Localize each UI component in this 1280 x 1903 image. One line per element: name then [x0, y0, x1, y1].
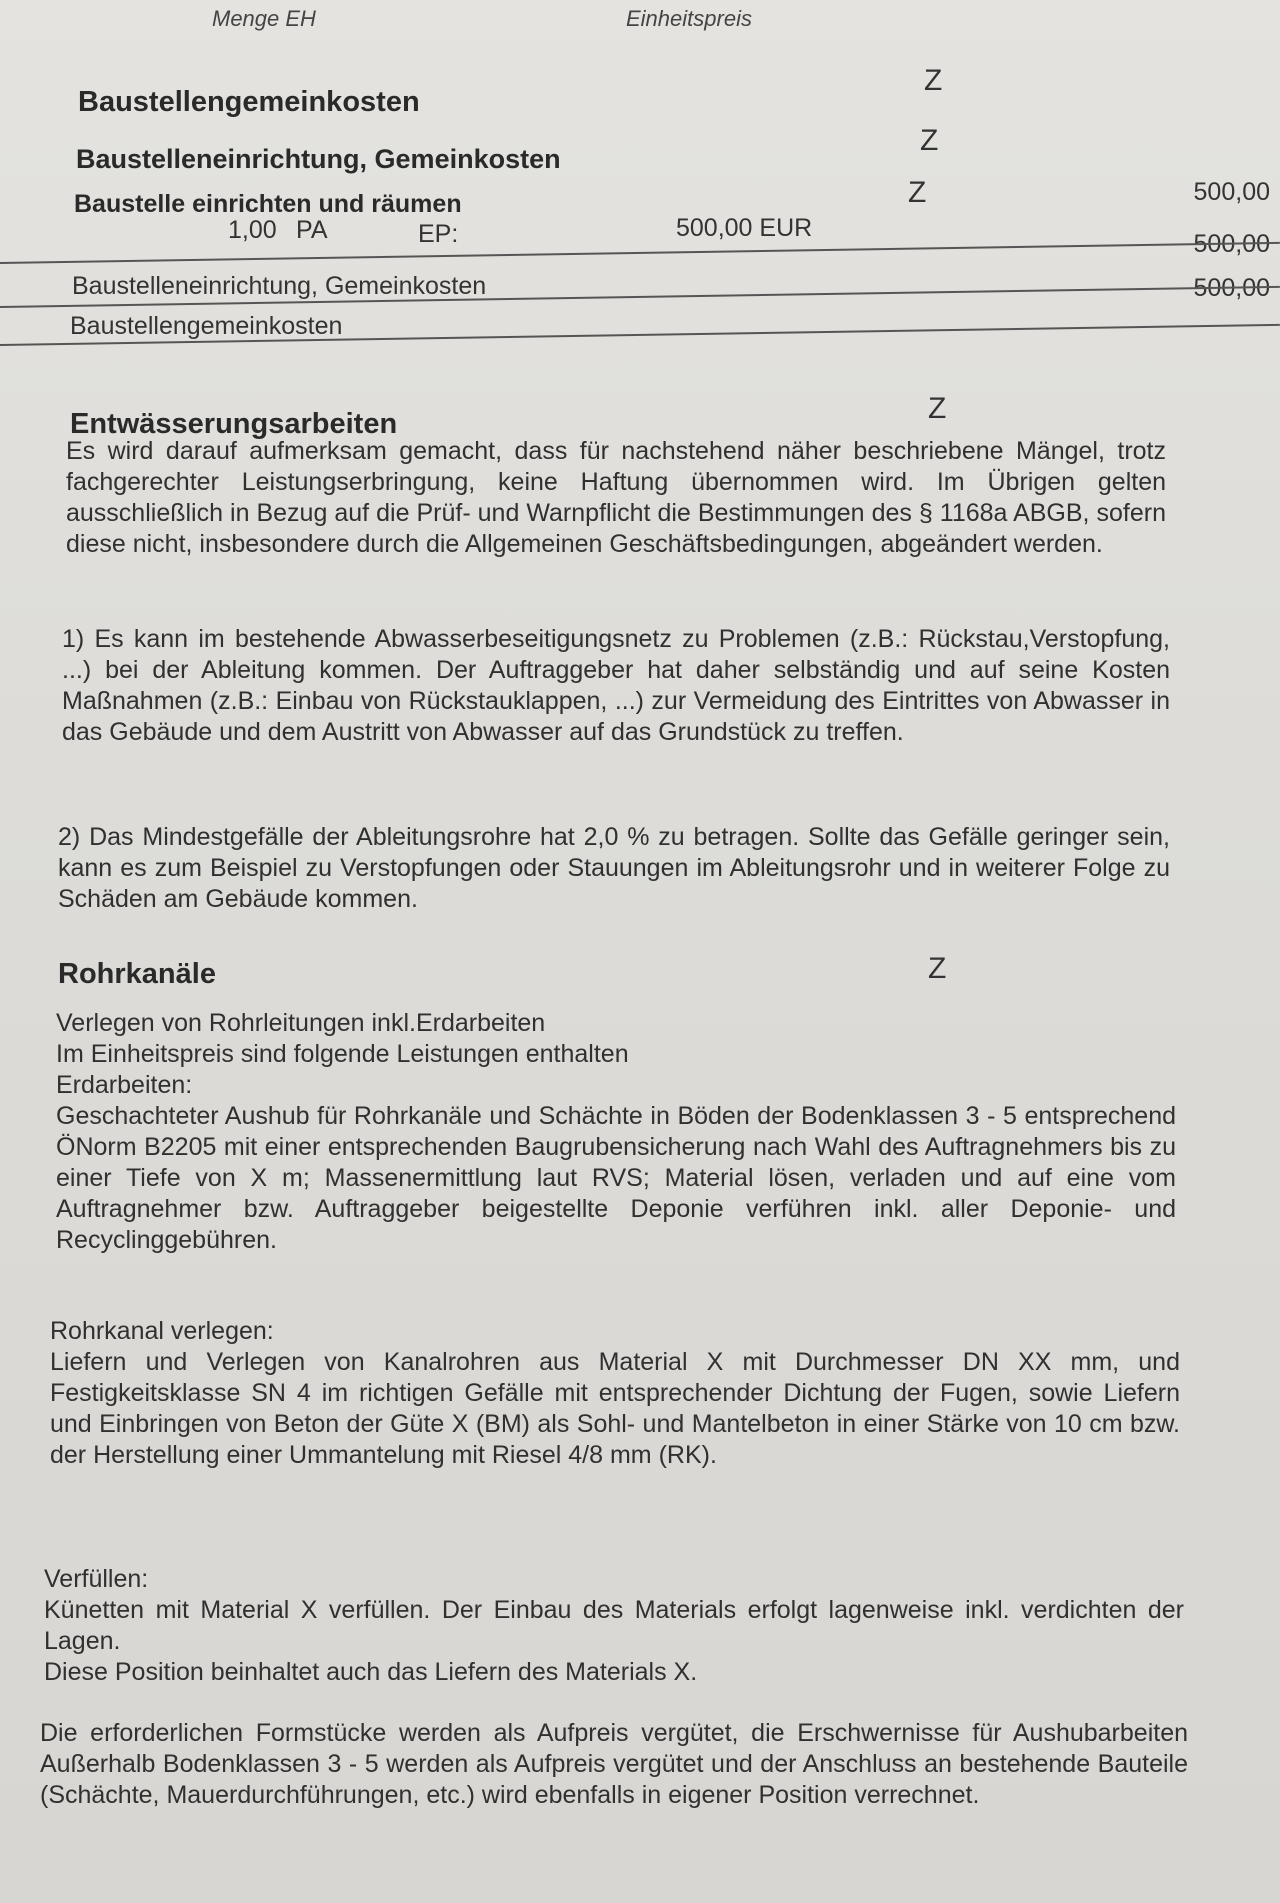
formstuecke-text: Die erforderlichen Formstücke werden als Aufpreis vergütet, die Erschwernisse für Aushubarbeiten Außerhalb Bodenklassen 3 - 5 werden als Aufpreis vergütet und der Anschluss an bestehende Bauteile (Schächte, Mauerdurchführungen, etc.) wird ebenfalls in eigener Position verrechnet. [40, 1719, 1188, 1809]
section-title-entwaesserungsarbeiten: Entwässerungsarbeiten [70, 408, 398, 440]
line-verlegen: Verlegen von Rohrleitungen inkl.Erdarbeiten [56, 1009, 546, 1037]
column-header-qty-unit: Menge EH [212, 6, 316, 31]
section-title-rohrkanaele: Rohrkanäle [58, 958, 216, 990]
entwaesserung-point-1 [62, 624, 1170, 748]
subtotal-bgk-label: Baustellengemeinkosten [70, 312, 343, 340]
intro-text: Es wird darauf aufmerksam gemacht, dass für nachstehend näher beschriebene Mängel, trotz fachgerechter Leistungserbringung, keine Haftung übernommen wird. Im Übrigen gelten ausschließlich in Bezug auf die Prüf- und Warnpflicht die Bestimmungen des § 1168a ABGB, sofern diese nicht, insbesondere durch die Allgemeinen Geschäftsbedingungen, abgeändert werden. [66, 437, 1166, 558]
item-total: 500,00 [1193, 178, 1270, 206]
z-marker: Z [928, 392, 947, 425]
formstuecke [40, 1718, 1188, 1811]
verlegen-title: Rohrkanal verlegen: [50, 1317, 274, 1345]
item-unit: PA [296, 216, 328, 244]
item-ep-label: EP: [418, 220, 459, 248]
z-marker: Z [908, 176, 927, 209]
column-header-unit-price: Einheitspreis [626, 6, 752, 31]
rohrkanal-verlegen [50, 1316, 1180, 1471]
verlegen-text: Liefern und Verlegen von Kanalrohren aus Material X mit Durchmesser DN XX mm, und Festigkeitsklasse SN 4 im richtigen Gefälle mit entsprechender Dichtung der Fugen, sowie Liefern und Einbringen von Beton der Güte X (BM) als Sohl- und Mantelbeton in einer Stärke von 10 cm bzw. der Herstellung einer Ummantelung mit Riesel 4/8 mm (RK). [50, 1348, 1180, 1469]
point-2-text: 2) Das Mindestgefälle der Ableitungsrohre hat 2,0 % zu betragen. Sollte das Gefälle geringer sein, kann es zum Beispiel zu Verstopfungen oder Stauungen im Ableitungsrohr und in weiterer Folge zu Schäden am Gebäude kommen. [58, 823, 1170, 913]
item-title: Baustelle einrichten und räumen [74, 190, 462, 218]
section-title-baustelleneinrichtung: Baustelleneinrichtung, Gemeinkosten [76, 144, 561, 174]
entwaesserung-intro [66, 436, 1166, 560]
verfuellen-title: Verfüllen: [44, 1565, 149, 1593]
divider-line [0, 242, 1280, 264]
subtotal-be-value: 500,00 [1193, 230, 1270, 258]
z-marker: Z [924, 64, 943, 97]
rohrkanaele-intro [56, 1008, 1176, 1256]
subtotal-bgk-value: 500,00 [1193, 274, 1270, 302]
z-marker: Z [920, 124, 939, 157]
entwaesserung-point-2 [58, 822, 1170, 915]
verfuellen-text-2: Diese Position beinhaltet auch das Liefern des Materials X. [44, 1658, 698, 1686]
item-ep-value: 500,00 EUR [676, 214, 813, 242]
erdarbeiten-text: Geschachteter Aushub für Rohrkanäle und Schächte in Böden der Bodenklassen 3 - 5 entsprechend ÖNorm B2205 mit einer entsprechenden Baugrubensicherung nach Wahl des Auftragnehmers bis zu einer Tiefe von X m; Massenermittlung laut RVS; Material lösen, verladen und auf eine vom Auftragnehmer bzw. Auftraggeber beigestellte Deponie verführen inkl. aller Deponie- und Recyclinggebühren. [56, 1102, 1176, 1254]
subtotal-be-label: Baustelleneinrichtung, Gemeinkosten [72, 272, 487, 300]
item-quantity: 1,00 [228, 216, 277, 244]
verfuellen-text: Künetten mit Material X verfüllen. Der Einbau des Materials erfolgt lagenweise inkl. verdichten der Lagen. [44, 1596, 1184, 1655]
line-erdarbeiten: Erdarbeiten: [56, 1071, 193, 1099]
line-einheitspreis: Im Einheitspreis sind folgende Leistungen enthalten [56, 1040, 629, 1068]
section-title-baustellengemeinkosten: Baustellengemeinkosten [78, 86, 420, 118]
point-1-text: 1) Es kann im bestehende Abwasserbeseitigungsnetz zu Problemen (z.B.: Rückstau,Verstopfung, ...) bei der Ableitung kommen. Der Auftraggeber hat daher selbständig und auf seine Kosten Maßnahmen (z.B.: Einbau von Rückstauklappen, ...) zur Vermeidung des Eintrittes von Abwasser in das Gebäude und dem Austritt von Abwasser auf das Grundstück zu treffen. [62, 625, 1170, 746]
verfuellen [44, 1564, 1184, 1688]
z-marker: Z [928, 952, 947, 985]
